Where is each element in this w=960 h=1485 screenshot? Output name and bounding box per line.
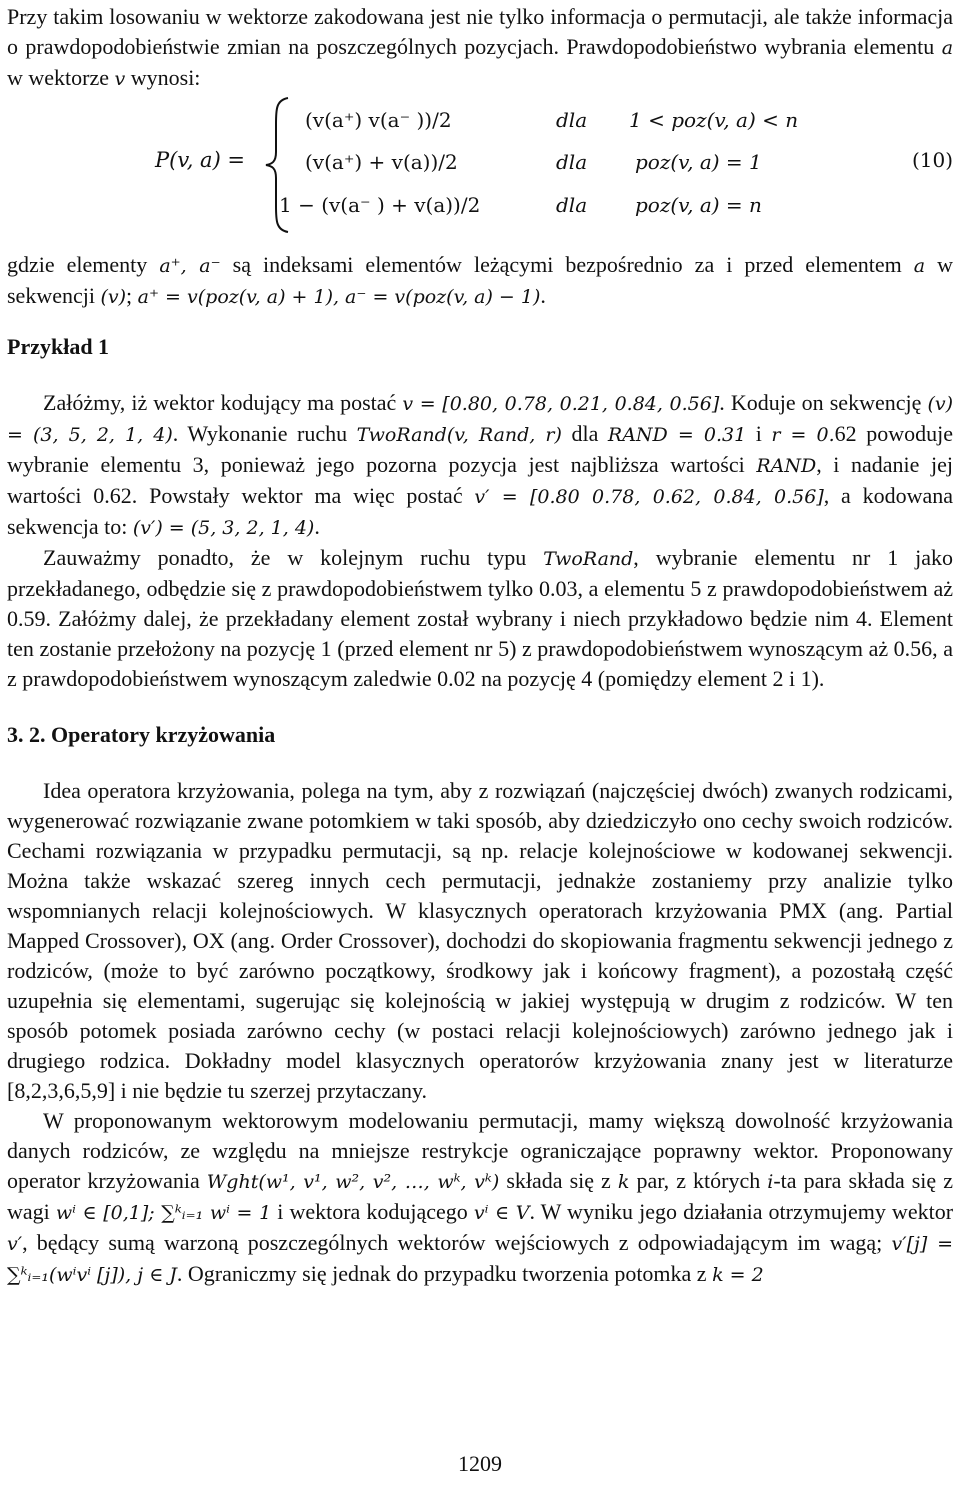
case3-expr: 1 − (v(a⁻ ) + v(a))/2: [279, 193, 481, 217]
equation-10: [7, 94, 953, 234]
example-paragraph-1: Załóżmy, iż wektor kodujący ma postać v = [0.80, 0.78, 0.21, 0.84, 0.56]. Koduje on sekwencję (v) = (3, 5, 2, 1, 4). Wykonanie ruchu TwoRand(v, Rand, r) dla RAND = 0.31 i r = 0.62 powoduje wybranie elementu 3, ponieważ jego pozorna pozycja jest najbliższa wartości RAND, i nadanie jej wartości 0.62. Powstały wektor ma więc postać v′ = [0.80 0.78, 0.62, 0.84, 0.56], a kodowana sekwencja to: (v′) = (5, 3, 2, 1, 4).: [7, 390, 953, 539]
section-heading: 3. 2. Operatory krzyżowania: [7, 722, 276, 747]
intro-paragraph: Przy takim losowaniu w wektorze zakodowana jest nie tylko informacja o permutacji, ale także informacja o prawdopodobieństwie zmian na poszczególnych pozycjach. Prawdopodobieństwo wybrania elementu a w wektorze v wynosi:: [7, 4, 954, 90]
section-paragraph-1: Idea operatora krzyżowania, polega na tym, aby z rozwiązań (najczęściej dwóch) zwanych rodzicami, wygenerować rozwiązanie zwane potomkiem w taki sposób, aby dziedziczyło ono cechy swoich rodziców. Cechami rozwiązania w przypadku permutacji, są np. relacje kolejnościowe w kodowanej sekwencji. Można także wskazać szereg innych cech permutacji, jednakże zostaniemy przy analizie tylko wspomnianych relacji kolejnościowych. W klasycznych operatorach krzyżowania PMX (ang. Partial Mapped Crossover), OX (ang. Order Crossover), dochodzi do skopiowania fragmentu sekwencji jednego z rodziców, (może to być zarówno początkowy, środkowy jak i końcowy fragment), a pozostałą część uzupełnia się elementami, sugerując się kolejnością w jakiej występują w drugim z rodziców. W ten sposób potomek posiada zarówno cechy (w postaci relacji kolejnościowych) zarówno jednego jak i drugiego rodzica. Dokładny model klasycznych operatorów krzyżowania znany jest w literaturze [8,2,3,6,5,9] i nie będzie tu szerzej przytaczany.: [7, 778, 953, 1103]
intro-text: Przy takim losowaniu w wektorze zakodowana jest nie tylko informacja o permutacji, ale także informacja o prawdopodobieństwie zmian na poszczególnych pozycjach.: [7, 4, 953, 59]
example-paragraph-2: Zauważmy ponadto, że w kolejnym ruchu typu TwoRand, wybranie elementu nr 1 jako przekładanego, odbędzie się z prawdopodobieństwem tylko 0.03, a elementu 5 z prawdopodobieństwem aż 0.59. Załóżmy dalej, że przekładany element został wybrany i niech przykładowo będzie nim 4. Element ten zostanie przełożony na pozycję 1 (przed element nr 5) z prawdopodobieństwem wynoszącym aż 0.56, a z prawdopodobieństwem wynoszącym zaledwie 0.02 na pozycję 4 (pomiędzy element 2 i 1).: [7, 545, 953, 691]
document-page: [7, 0, 953, 1290]
case2-expr: (v(a⁺) + v(a))/2: [305, 150, 458, 174]
case1-expr: (v(a⁺) v(a⁻ ))/2: [305, 108, 452, 132]
example-heading: Przykład 1: [7, 334, 110, 359]
case1-cond: 1 < poz(v, a) < n: [629, 108, 799, 132]
page-number: 1209: [458, 1451, 502, 1476]
gdzie-paragraph: gdzie elementy a⁺, a⁻ są indeksami elementów leżącymi bezpośrednio za i przed elementem a w sekwencji (v); a⁺ = v(poz(v, a) + 1), a⁻ = v(poz(v, a) − 1).: [7, 252, 953, 308]
case2-dla: dla: [556, 150, 588, 174]
equation-lhs: P(v, a) =: [155, 148, 246, 172]
case1-dla: dla: [556, 108, 588, 132]
case3-dla: dla: [556, 193, 588, 217]
section-paragraph-2: W proponowanym wektorowym modelowaniu permutacji, mamy większą dowolność krzyżowania danych rodziców, ze względu na mniejsze restrykcje ograniczające poprawny wektor. Proponowany operator krzyżowania Wght(w¹, v¹, w², v², …, wᵏ, vᵏ) składa się z k par, z których i-ta para składa się z wagi wⁱ ∈ [0,1]; ∑ᵏᵢ₌₁ wⁱ = 1 i wektora kodującego vⁱ ∈ V. W wyniku jego działania otrzymujemy wektor v′, będący sumą warzoną poszczególnych wektorów wejściowych z odpowiadającym im wagą; v′[j] = ∑ᵏᵢ₌₁(wⁱvⁱ [j]), j ∈ J. Ograniczmy się jednak do przypadku tworzenia potomka z k = 2: [7, 1108, 954, 1286]
case3-cond: poz(v, a) = n: [635, 193, 762, 217]
case2-cond: poz(v, a) = 1: [635, 150, 762, 174]
equation-number: (10): [911, 148, 953, 172]
